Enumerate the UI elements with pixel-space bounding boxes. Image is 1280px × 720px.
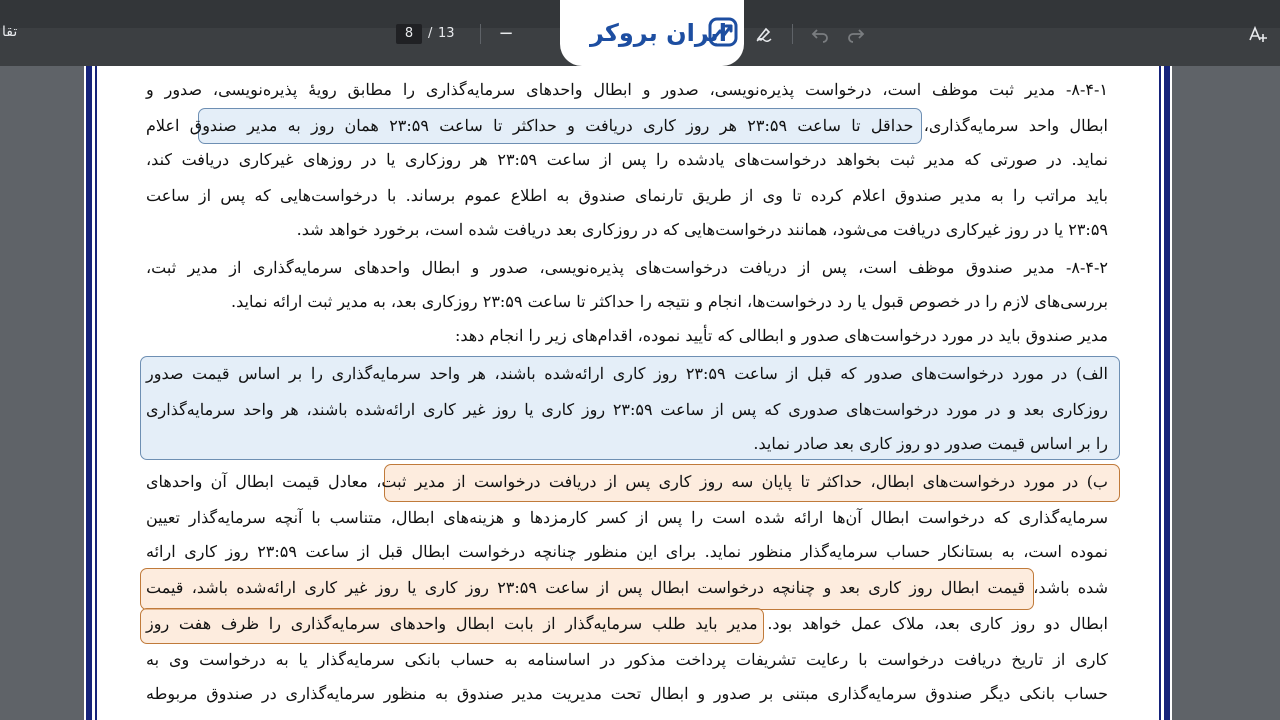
pdf-toolbar: [0, 0, 1280, 66]
text-line: الف) در مورد درخواست‌های صدور که قبل از ساعت ۲۳:۵۹ روز کاری ارائه‌شده باشند، هر واحد سرمایه‌گذاری را بر اساس قیمت صدور: [146, 364, 1109, 383]
text-line: نماید. در صورتی که مدیر ثبت بخواهد درخواست‌های یادشده را پس از ساعت ۲۳:۵۹ هر روزکاری یا در روزهای غیرکاری دریافت کند،: [146, 150, 1108, 169]
page-border-right: [1164, 66, 1170, 720]
undo-icon[interactable]: [806, 20, 834, 48]
toolbar-divider: [792, 24, 793, 44]
site-logo: [560, 0, 744, 66]
zoom-out-icon[interactable]: −: [498, 23, 514, 44]
total-pages: 13: [438, 26, 455, 41]
text-line: روزکاری بعد و در مورد درخواست‌های صدوری که پس از ساعت ۲۳:۵۹ روز کاری یا روز غیر کاری ارائه‌شده باشند، هر واحد سرمایه‌گذاری: [146, 400, 1108, 419]
text-line: مدیر صندوق باید در مورد درخواست‌های صدور و ابطالی که تأیید نموده، اقدام‌های زیر را انجام دهد:: [454, 326, 1108, 345]
current-page-input[interactable]: 8: [396, 24, 422, 44]
logo-text: ایران بروکر: [590, 19, 727, 47]
page-border-left-inner: [95, 66, 97, 720]
text-line: ۸-۴-۱- مدیر ثبت موظف است، درخواست پذیره‌نویسی، صدور و ابطال واحدهای سرمایه‌گذاری را مطابق رویهٔ پذیره‌نویسی، صدور و: [146, 80, 1108, 99]
logo-chart-icon: [708, 17, 738, 47]
text-line: بررسی‌های لازم را در خصوص قبول یا رد درخواست‌ها، انجام و نتیجه را حداکثر تا ساعت ۲۳:۵۹ روزکاری بعد، به مدیر ثبت ارائه نماید.: [231, 292, 1108, 311]
page-separator: /: [428, 26, 433, 41]
add-text-icon[interactable]: [1244, 20, 1272, 48]
text-line: باید مراتب را به مدیر صندوق اعلام کرده تا وی از طریق تارنمای صندوق به اطلاع عموم برساند. با درخواست‌هایی که پس از ساعت: [146, 186, 1108, 205]
text-line: ۸-۴-۲- مدیر صندوق موظف است، پس از دریافت درخواست‌های پذیره‌نویسی، صدور و ابطال واحدهای سرمایه‌گذاری از مدیر ثبت،: [146, 258, 1109, 277]
text-line: شده باشد، قیمت ابطال روز کاری بعد و چنانچه درخواست ابطال پس از ساعت ۲۳:۵۹ روز کاری یا روز غیر کاری ارائه‌شده باشد، قیمت: [146, 578, 1108, 597]
toolbar-divider: [480, 24, 481, 44]
text-line: سرمایه‌گذاری که درخواست ابطال آن‌ها ارائه شده است را پس از کسر کارمزدها و هزینه‌های ابطال، متناسب با آنچه سرمایه‌گذار تعیین: [146, 508, 1108, 527]
text-line: ابطال دو روز کاری بعد، ملاک عمل خواهد بود. مدیر باید طلب سرمایه‌گذار از بابت ابطال واحدهای سرمایه‌گذاری را ظرف هفت روز: [146, 614, 1108, 633]
text-line: کاری از تاریخ دریافت درخواست با رعایت تشریفات پرداخت مذکور در اساسنامه به حساب بانکی سرمایه‌گذار یا به درخواست وی به: [146, 650, 1108, 669]
page-border-left: [86, 66, 92, 720]
page-border-right-inner: [1159, 66, 1161, 720]
text-line: را بر اساس قیمت صدور دو روز کاری بعد صادر نماید.: [753, 434, 1108, 453]
text-line: ب) در مورد درخواست‌های ابطال، حداکثر تا پایان سه روز کاری پس از دریافت درخواست از مدیر ثبت، معادل قیمت ابطال آن واحدهای: [146, 472, 1108, 491]
redo-icon[interactable]: [842, 20, 870, 48]
draw-icon[interactable]: [750, 20, 778, 48]
text-line: ۲۳:۵۹ یا در روز غیرکاری دریافت می‌شود، همانند درخواست‌هایی که در روزکاری بعد دریافت شده است، برخورد خواهد شد.: [296, 220, 1108, 239]
toolbar-left-label[interactable]: تقا: [2, 24, 18, 40]
text-line: ابطال واحد سرمایه‌گذاری، حداقل تا ساعت ۲۳:۵۹ هر روز کاری دریافت و حداکثر تا ساعت ۲۳:۵۹ همان روز به مدیر صندوق اعلام: [146, 116, 1109, 135]
text-line: حساب بانکی دیگر صندوق سرمایه‌گذاری مبتنی بر صدور و ابطال تحت مدیریت مدیر صندوق به منظور سرمایه‌گذاری در صندوق مربوطه: [146, 684, 1108, 703]
text-line: نموده است، به بستانکار حساب سرمایه‌گذار منظور نماید. برای این منظور چنانچه درخواست ابطال قبل از ساعت ۲۳:۵۹ روز کاری ارائه: [146, 542, 1108, 561]
